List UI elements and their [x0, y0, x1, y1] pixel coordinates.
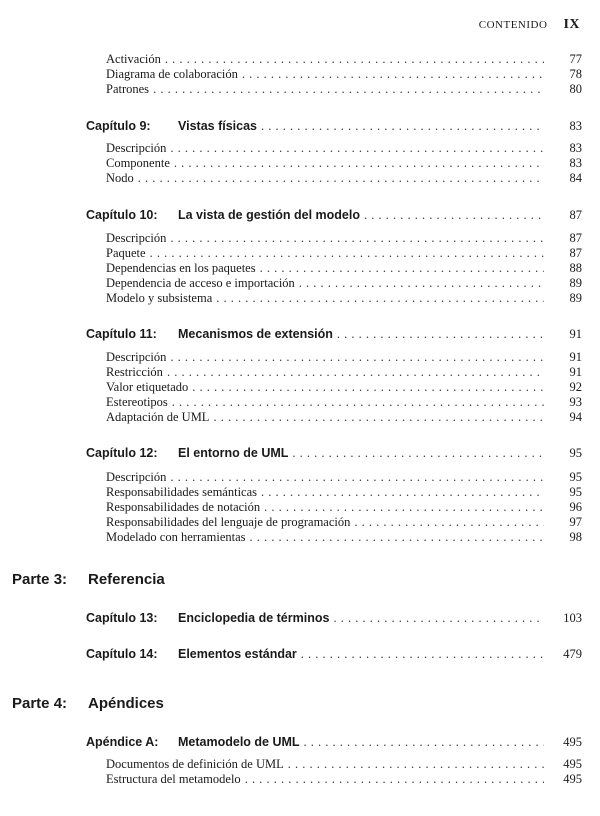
toc-entry[interactable]: Modelado con herramientas . . . 98	[106, 530, 582, 545]
toc-entry[interactable]: Responsabilidades semánticas . . . 95	[106, 485, 582, 500]
page-number: IX	[563, 17, 580, 32]
toc-entry[interactable]: Componente . . . 83	[106, 156, 582, 171]
toc-entry[interactable]: Descripción . . . 95	[106, 470, 582, 485]
toc-entry[interactable]: Patrones . . . 80	[106, 82, 582, 97]
chapter-heading[interactable]: Apéndice A: Metamodelo de UML . . . 495	[86, 734, 582, 750]
chapter-heading[interactable]: Capítulo 10: La vista de gestión del modelo . . . 87	[86, 207, 582, 223]
chapter-heading[interactable]: Capítulo 9: Vistas físicas . . . 83	[86, 118, 582, 134]
toc-entry[interactable]: Documentos de definición de UML . . . 495	[106, 757, 582, 772]
toc-entry[interactable]: Restricción . . . 91	[106, 365, 582, 380]
running-header-title: CONTENIDO	[478, 19, 548, 31]
chapter-heading[interactable]: Capítulo 14: Elementos estándar . . . 479	[86, 646, 582, 662]
part-heading: Parte 4: Apéndices	[12, 695, 164, 712]
toc-entry[interactable]: Estructura del metamodelo . . . 495	[106, 772, 582, 787]
toc-entry[interactable]: Responsabilidades de notación . . . 96	[106, 500, 582, 515]
toc-entry[interactable]: Paquete . . . 87	[106, 246, 582, 261]
toc-entry[interactable]: Estereotipos . . . 93	[106, 395, 582, 410]
toc-entry[interactable]: Dependencia de acceso e importación . . . 89	[106, 276, 582, 291]
toc-entry[interactable]: Valor etiquetado . . . 92	[106, 380, 582, 395]
chapter-heading[interactable]: Capítulo 13: Enciclopedia de términos . . . 103	[86, 610, 582, 626]
toc-entry[interactable]: Diagrama de colaboración . . . 78	[106, 67, 582, 82]
part-heading: Parte 3: Referencia	[12, 571, 165, 588]
toc-entry[interactable]: Responsabilidades del lenguaje de programación . . . 97	[106, 515, 582, 530]
toc-entry[interactable]: Modelo y subsistema . . . 89	[106, 291, 582, 306]
toc-entry[interactable]: Nodo . . . 84	[106, 171, 582, 186]
toc-entry[interactable]: Descripción . . . 83	[106, 141, 582, 156]
chapter-heading[interactable]: Capítulo 12: El entorno de UML . . . 95	[86, 445, 582, 461]
chapter-heading[interactable]: Capítulo 11: Mecanismos de extensión . . . 91	[86, 326, 582, 342]
toc-entry[interactable]: Descripción . . . 91	[106, 350, 582, 365]
toc-entry[interactable]: Descripción . . . 87	[106, 231, 582, 246]
toc-entry[interactable]: Dependencias en los paquetes . . . 88	[106, 261, 582, 276]
toc-entry[interactable]: Activación . . . 77	[106, 52, 582, 67]
running-header	[479, 17, 580, 33]
toc-entry[interactable]: Adaptación de UML . . . 94	[106, 410, 582, 425]
